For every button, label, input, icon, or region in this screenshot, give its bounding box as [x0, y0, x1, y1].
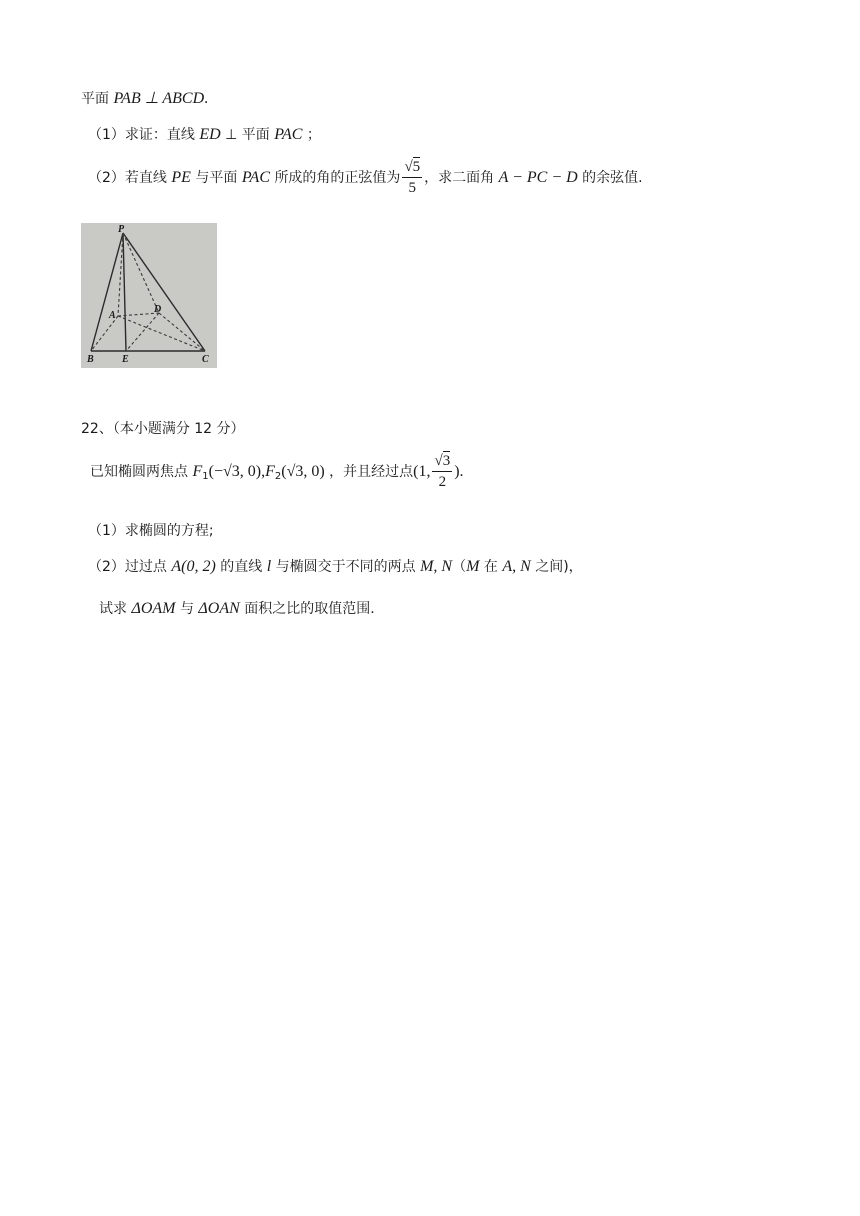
q22-header: 22、（本小题满分 12 分）	[81, 421, 245, 437]
q21-frac-den: 5	[408, 180, 417, 196]
q21-part1-m2: PAC	[274, 126, 303, 143]
q21-part1-m1: ED	[199, 126, 221, 143]
q22-part2-pt: A(0, 2)	[171, 558, 216, 575]
q21-frac-num: 5	[412, 159, 421, 175]
label-A: A	[109, 310, 116, 321]
label-B: B	[87, 354, 94, 365]
q22-pt-close: ).	[454, 463, 464, 480]
q21-part2-t2: 所成的角的正弦值为	[274, 170, 401, 186]
q22-part3-tri2: ΔOAN	[198, 600, 240, 617]
q22-frac-num: 3	[442, 453, 451, 469]
q22-part2-m: M	[466, 558, 480, 575]
q22-f2-coord: (√3, 0)	[281, 463, 325, 480]
q22-part2-t4: 在	[483, 559, 498, 575]
q22-f1-sub: 1	[202, 471, 209, 482]
q21-part1-label: （1）求证：直线	[88, 127, 195, 143]
q22-part3-t3: 面积之比的取值范围.	[244, 601, 375, 617]
top-line-suffix: .	[204, 90, 209, 107]
label-C: C	[202, 354, 209, 365]
q21-part1-end: ；	[306, 127, 321, 143]
q22-f2: F	[265, 463, 275, 480]
q22-part2	[88, 556, 583, 576]
q22-part1: （1）求椭圆的方程;	[88, 523, 214, 539]
label-E: E	[122, 354, 129, 365]
top-line-prefix: 平面	[81, 91, 109, 107]
q21-part2	[88, 160, 643, 196]
q21-part2-t4: 的余弦值.	[582, 170, 643, 186]
pyramid-diagram	[81, 223, 217, 368]
q22-f1-coord: (−√3, 0),	[208, 463, 266, 480]
q22-part3-tri1: ΔOAM	[131, 600, 176, 617]
q21-part2-t1: 与平面	[195, 170, 238, 186]
q22-part3-t2: 与	[179, 601, 194, 617]
q22-part3-t1: 试求	[99, 601, 127, 617]
q21-part2-m1: PE	[171, 169, 191, 186]
q22-part3	[99, 598, 375, 618]
q21-fraction: $\frac{√5}{5}$	[404, 159, 421, 196]
q21-part2-m2: PAC	[241, 169, 270, 186]
q22-part2-mn: M, N	[420, 558, 453, 575]
label-D: D	[154, 304, 162, 315]
top-line-math: PAB ⊥ ABCD	[113, 90, 205, 107]
q21-part2-t3: ，求二面角	[424, 170, 495, 186]
q22-part2-label: （2）过过点	[88, 559, 167, 575]
q22-part2-an: A, N	[502, 558, 531, 575]
q22-fraction: $\frac{√3}{2}$	[434, 453, 451, 490]
q21-part1	[88, 124, 321, 144]
q22-frac-den: 2	[438, 474, 447, 490]
q22-f2-sub: 2	[274, 471, 282, 482]
q22-intro-t2: ，并且经过点	[329, 464, 414, 480]
pyramid-figure	[81, 223, 217, 368]
q22-part2-l: l	[266, 558, 272, 575]
q21-part2-m3: A − PC − D	[498, 169, 578, 186]
q22-part2-t3: （	[452, 559, 467, 575]
q22-part2-t2: 与椭圆交于不同的两点	[275, 559, 416, 575]
q22-f1: F	[192, 463, 203, 480]
q21-part1-mid: ⊥ 平面	[225, 127, 270, 143]
label-P: P	[118, 224, 125, 235]
top-line	[81, 88, 208, 108]
q22-part2-t5: 之间)，	[535, 559, 583, 575]
q22-intro	[90, 454, 464, 490]
q22-intro-t1: 已知椭圆两焦点	[90, 464, 188, 480]
q22-pt-open: (1,	[413, 463, 431, 480]
q22-part2-t1: 的直线	[220, 559, 263, 575]
q21-part2-label: （2）若直线	[88, 170, 167, 186]
